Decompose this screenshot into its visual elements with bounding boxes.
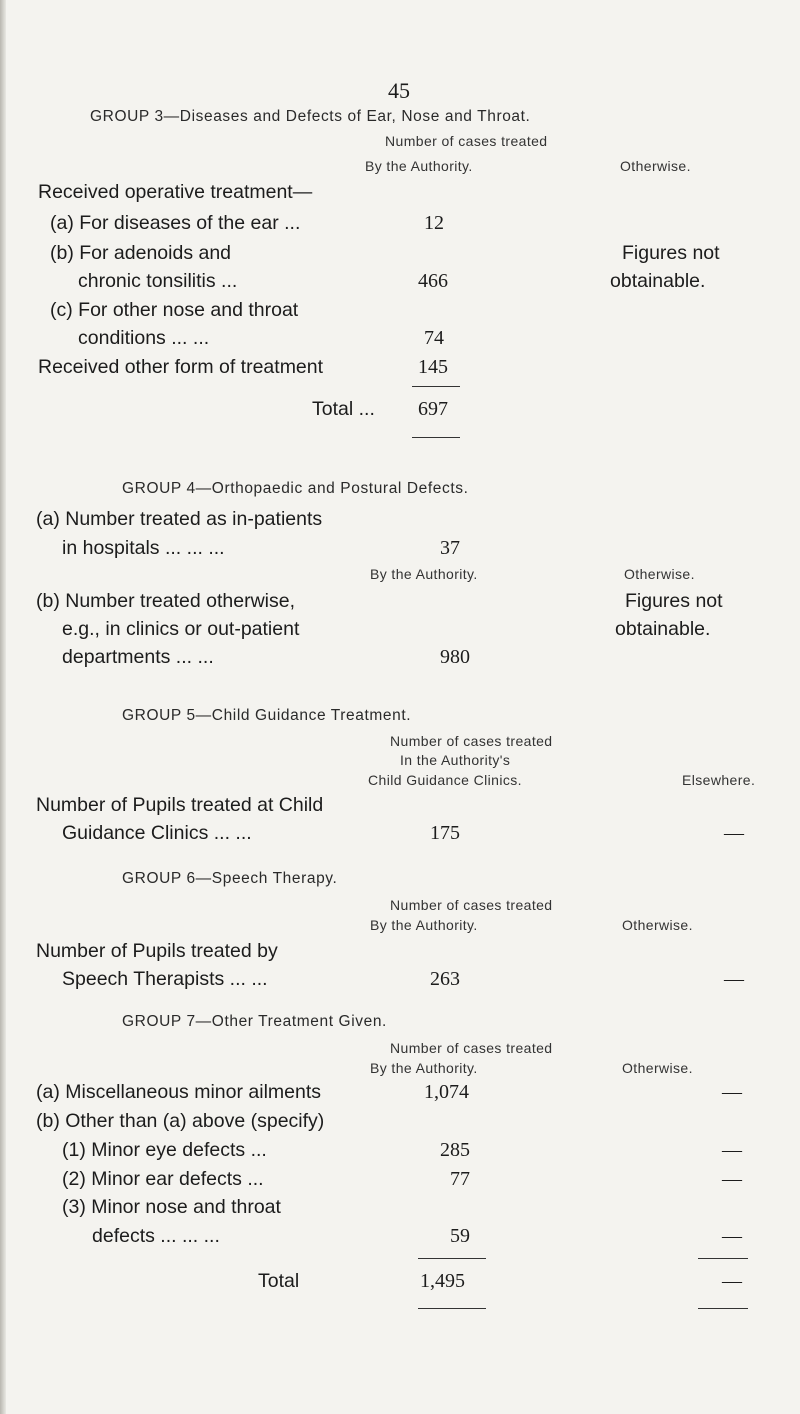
group-7-col-header: Number of cases treated — [390, 1040, 553, 1056]
group-4-heading: GROUP 4—Orthopaedic and Postural Defects. — [122, 480, 469, 497]
group-5-col-header-1: Number of cases treated — [390, 733, 553, 749]
group-7-total-rule-top — [418, 1258, 486, 1259]
group-7-row-3-label-2: defects ... ... ... — [92, 1225, 220, 1247]
page-number: 45 — [388, 78, 410, 103]
group-3-col-by-authority: By the Authority. — [365, 158, 473, 174]
group-5-row-label-1: Number of Pupils treated at Child — [36, 794, 324, 816]
group-3-section-label: Received operative treatment— — [38, 181, 313, 203]
group-3-row-a-value: 12 — [424, 212, 444, 234]
group-6-heading: GROUP 6—Speech Therapy. — [122, 870, 338, 887]
group-4-otherwise-note-2: obtainable. — [615, 618, 711, 640]
group-5-elsewhere-value: — — [724, 822, 744, 844]
group-6-row-label-1: Number of Pupils treated by — [36, 940, 278, 962]
group-7-col-by-authority: By the Authority. — [370, 1060, 478, 1076]
scan-edge — [0, 0, 6, 1414]
group-4-row-b-label-3: departments ... ... — [62, 646, 214, 668]
group-6-value: 263 — [430, 968, 460, 990]
group-3-otherwise-note-2: obtainable. — [610, 270, 706, 292]
group-4-col-by-authority: By the Authority. — [370, 566, 478, 582]
group-3-heading: GROUP 3—Diseases and Defects of Ear, Nose and Throat. — [90, 108, 531, 125]
group-5-heading: GROUP 5—Child Guidance Treatment. — [122, 707, 412, 724]
group-7-row-1-label: (1) Minor eye defects ... — [62, 1139, 267, 1161]
group-7-row-3-value: 59 — [450, 1225, 470, 1247]
group-7-otherwise-rule-top — [698, 1258, 748, 1259]
group-6-col-by-authority: By the Authority. — [370, 917, 478, 933]
group-3-total-value: 697 — [418, 398, 448, 420]
group-3-row-b-value: 466 — [418, 270, 448, 292]
group-4-row-a-label-2: in hospitals ... ... ... — [62, 537, 225, 559]
group-7-row-1-value: 285 — [440, 1139, 470, 1161]
group-3-row-b-label-2: chronic tonsilitis ... — [78, 270, 238, 292]
group-7-row-2-value: 77 — [450, 1168, 470, 1190]
group-7-col-otherwise: Otherwise. — [622, 1060, 693, 1076]
group-7-row-a-label: (a) Miscellaneous minor ailments — [36, 1081, 322, 1103]
group-4-otherwise-note-1: Figures not — [625, 590, 723, 612]
group-4-col-otherwise: Otherwise. — [624, 566, 695, 582]
group-3-row-d-label: Received other form of treatment — [38, 356, 324, 378]
group-7-row-3-label-1: (3) Minor nose and throat — [62, 1196, 281, 1218]
group-7-total-otherwise: — — [722, 1270, 742, 1292]
group-7-total-rule-bottom — [418, 1308, 486, 1309]
group-7-row-1-otherwise: — — [722, 1139, 742, 1161]
group-5-col-elsewhere: Elsewhere. — [682, 772, 756, 788]
group-6-col-header: Number of cases treated — [390, 897, 553, 913]
group-6-col-otherwise: Otherwise. — [622, 917, 693, 933]
group-7-otherwise-rule-bottom — [698, 1308, 748, 1309]
group-3-total-label: Total ... — [312, 398, 375, 420]
group-3-total-rule-top — [412, 386, 460, 387]
group-7-row-a-value: 1,074 — [424, 1081, 469, 1103]
group-3-col-header: Number of cases treated — [385, 133, 548, 149]
group-3-otherwise-note-1: Figures not — [622, 242, 720, 264]
group-7-row-a-otherwise: — — [722, 1081, 742, 1103]
group-3-row-b-label-1: (b) For adenoids and — [50, 242, 232, 264]
group-5-col-header-2: In the Authority's — [400, 752, 511, 768]
group-7-heading: GROUP 7—Other Treatment Given. — [122, 1013, 387, 1030]
group-4-row-a-value: 37 — [440, 537, 460, 559]
group-5-value: 175 — [430, 822, 460, 844]
group-5-row-label-2: Guidance Clinics ... ... — [62, 822, 252, 844]
group-5-col-header-3: Child Guidance Clinics. — [368, 772, 522, 788]
group-4-row-b-value: 980 — [440, 646, 470, 668]
group-3-total-rule-bottom — [412, 437, 460, 438]
group-7-row-2-label: (2) Minor ear defects ... — [62, 1168, 264, 1190]
group-3-row-d-value: 145 — [418, 356, 448, 378]
group-6-row-label-2: Speech Therapists ... ... — [62, 968, 268, 990]
group-7-total-label: Total — [258, 1270, 300, 1292]
group-3-row-c-value: 74 — [424, 327, 444, 349]
group-7-total-value: 1,495 — [420, 1270, 465, 1292]
group-3-col-otherwise: Otherwise. — [620, 158, 691, 174]
group-3-row-c-label-1: (c) For other nose and throat — [50, 299, 299, 321]
group-4-row-b-label-1: (b) Number treated otherwise, — [36, 590, 296, 612]
group-3-row-a-label: (a) For diseases of the ear ... — [50, 212, 301, 234]
group-7-row-b-label: (b) Other than (a) above (specify) — [36, 1110, 325, 1132]
group-7-row-2-otherwise: — — [722, 1168, 742, 1190]
group-6-otherwise-value: — — [724, 968, 744, 990]
group-4-row-b-label-2: e.g., in clinics or out-patient — [62, 618, 300, 640]
group-4-row-a-label-1: (a) Number treated as in-patients — [36, 508, 323, 530]
group-3-row-c-label-2: conditions ... ... — [78, 327, 210, 349]
group-7-row-3-otherwise: — — [722, 1225, 742, 1247]
